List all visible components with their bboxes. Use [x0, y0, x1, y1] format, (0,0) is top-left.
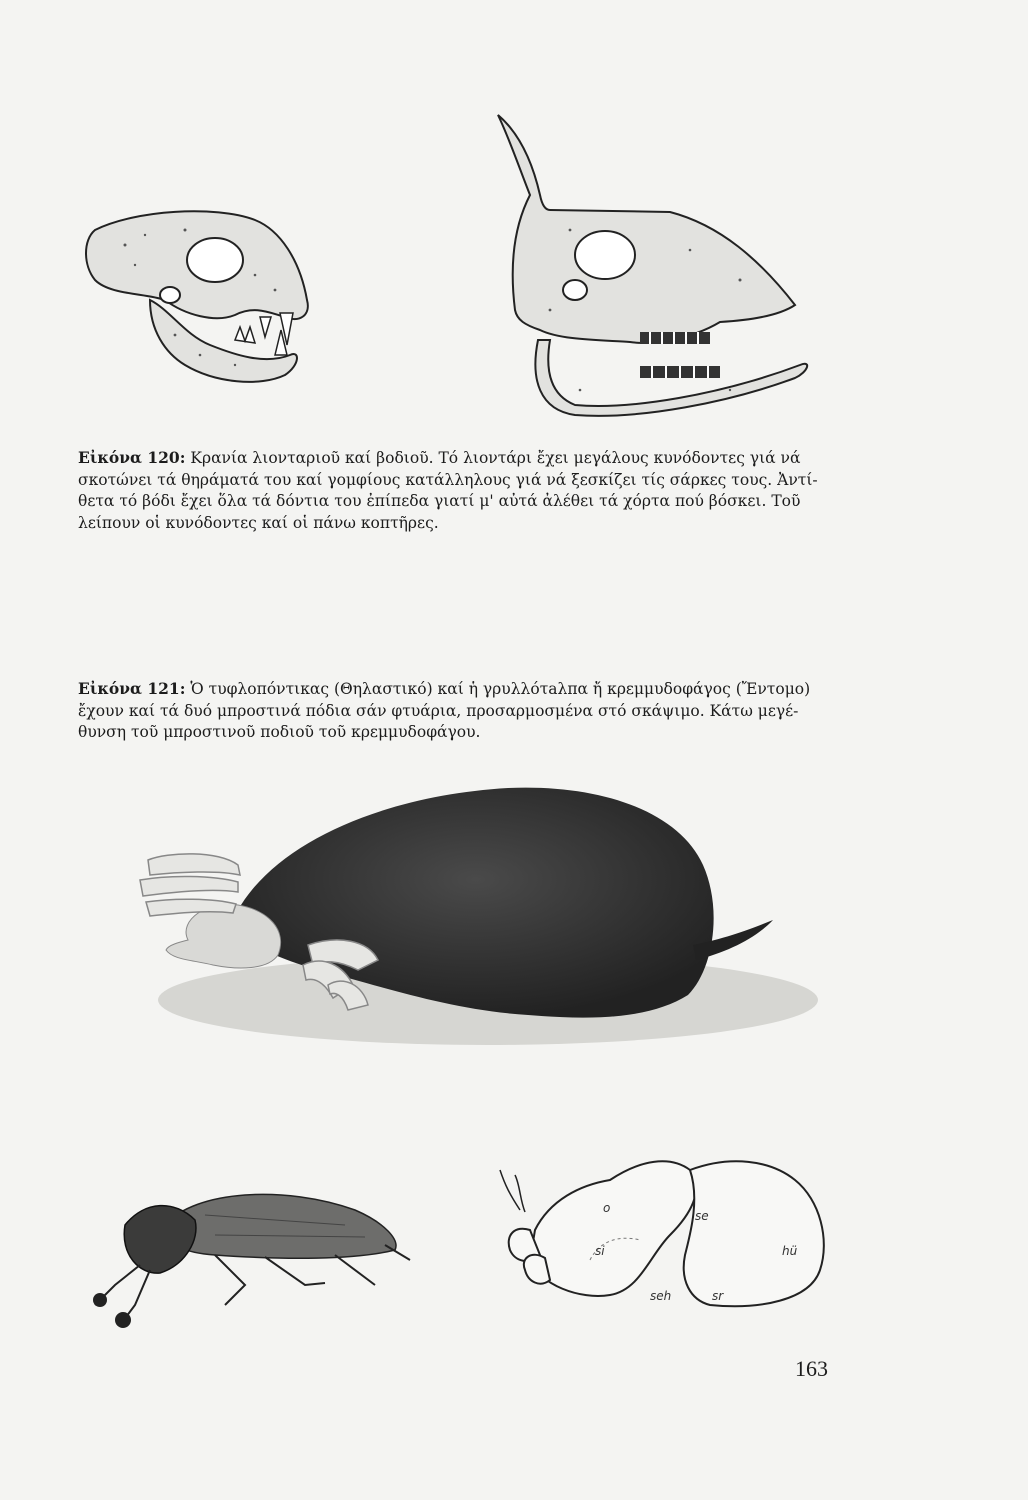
ox-skull-illustration [490, 110, 815, 420]
lion-skull-illustration [75, 205, 320, 395]
caption-line: θυνση τοῦ μπροστινοῦ ποδιοῦ τοῦ κρεμμυδοφάγου. [78, 723, 481, 741]
caption-line: θετα τό βόδι ἔχει ὅλα τά δόντια του ἐπίπεδα γιατί μ' αὐτά ἀλέθει τά χόρτα πού βόσκει. Τοῦ [78, 492, 801, 510]
caption-line: λείπουν οἱ κυνόδοντες καί οἱ πάνω κοπτῆρες. [78, 513, 439, 532]
page-number: 163 [795, 1356, 828, 1381]
figure-121-label: Εἰκόνα 121: [78, 679, 186, 698]
mole-photograph [128, 770, 828, 1070]
leg-label-seh: seh [650, 1289, 672, 1303]
figure-120-label: Εἰκόνα 120: [78, 448, 186, 467]
caption-line: σκοτώνει τά θηράματά του καί γομφίους κατάλληλους γιά νά ξεσκίζει τίς σάρκες τους. Ἀντί- [78, 470, 818, 489]
leg-label-o: o [603, 1201, 611, 1215]
mole-cricket-illustration [85, 1165, 415, 1335]
leg-label-se: se [695, 1209, 709, 1223]
leg-label-sr: sr [712, 1289, 724, 1303]
caption-line: Ὁ τυφλοπόντικας (Θηλαστικό) καί ἡ γρυλλότaλπα ἤ κρεμμυδοφάγος (Ἔντομο) [190, 680, 811, 698]
mole-cricket-foreleg-diagram [490, 1140, 840, 1320]
figure-121-caption [78, 678, 844, 744]
figure-120-caption [78, 447, 844, 534]
caption-line: ἔχουν καί τά δυό μπροστινά πόδια σάν φτυάρια, προσαρμοσμένα στό σκάψιμο. Κάτω μεγέ- [78, 701, 799, 720]
caption-line: Κρανία λιονταριοῦ καί βοδιοῦ. Τό λιοντάρι ἔχει μεγάλους κυνόδοντες γιά νά [190, 449, 801, 467]
leg-label-si: si [595, 1244, 605, 1258]
leg-label-hu: hü [782, 1244, 798, 1258]
